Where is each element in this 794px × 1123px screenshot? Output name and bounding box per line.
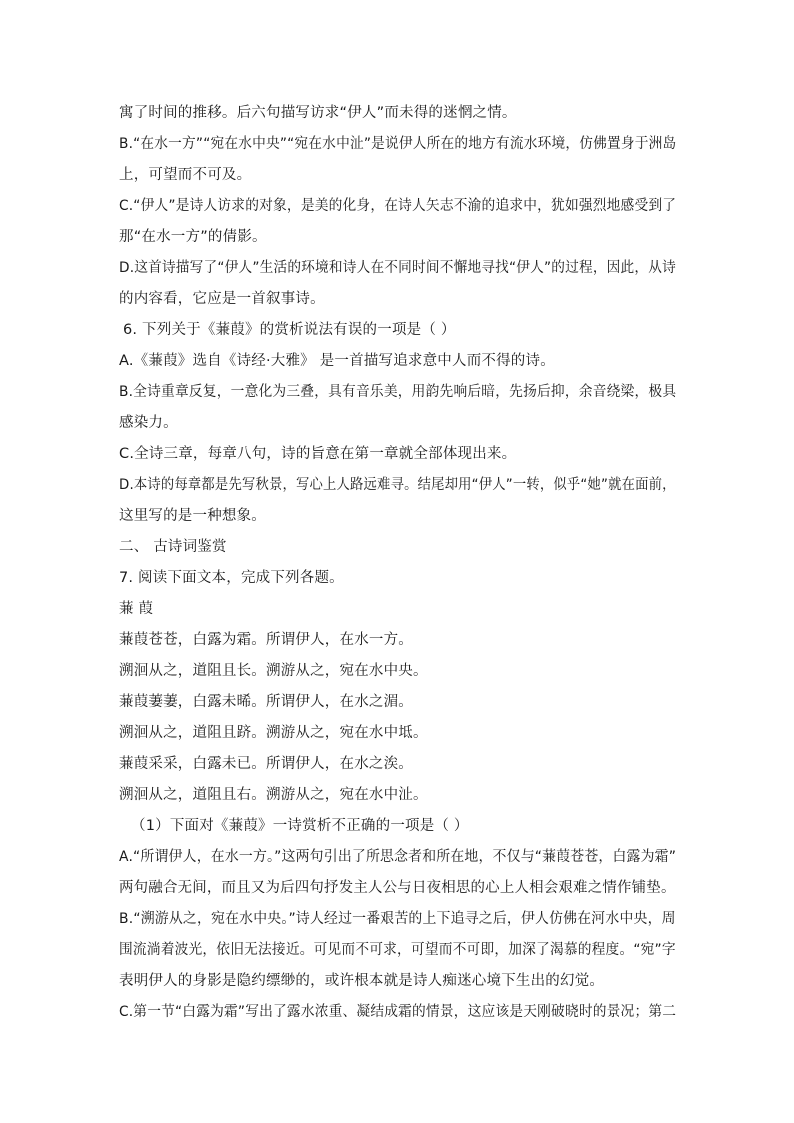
question-6: 6. 下列关于《蒹葭》的赏析说法有误的一项是（ ） (123, 322, 456, 338)
poem-line: 蒹葭采采，白露未已。所谓伊人，在水之涘。 (119, 756, 413, 772)
option-b-line: B.全诗重章反复，一意化为三叠，具有音乐美，用韵先响后暗，先扬后抑，余音绕梁，极具 (119, 384, 677, 400)
option-c-line: C.第一节“白露为霜”写出了露水浓重、凝结成霜的情景，这应该是天刚破晓时的景况；第二 (119, 1004, 677, 1020)
text-line: 这里写的是一种想象。 (119, 508, 266, 524)
option-d-line: D.本诗的每章都是先写秋景，写心上人路远难寻。结尾却用“伊人”一转，似乎“她”就在面前， (119, 477, 676, 493)
option-b-line: B.“在水一方”“宛在水中央”“宛在水中沚”是说伊人所在的地方有流水环境，仿佛置身于洲岛 (119, 136, 677, 152)
question-7: 7. 阅读下面文本，完成下列各题。 (119, 570, 344, 586)
text-line: 感染力。 (119, 415, 178, 431)
option-a-line: A.《蒹葭》选自《诗经·大雅》 是一首描写追求意中人而不得的诗。 (119, 353, 555, 369)
poem-line: 溯洄从之，道阻且跻。溯游从之，宛在水中坻。 (119, 725, 428, 741)
poem-line: 溯洄从之，道阻且长。溯游从之，宛在水中央。 (119, 663, 428, 679)
text-line: 上，可望而不可及。 (119, 167, 252, 183)
text-line: 那“在水一方”的倩影。 (119, 229, 267, 245)
section-heading: 二、 古诗词鉴赏 (119, 539, 227, 555)
poem-line: 蒹葭萋萋，白露未晞。所谓伊人，在水之湄。 (119, 694, 413, 710)
option-a-line: A.“所谓伊人，在水一方。”这两句引出了所思念者和所在地，不仅与“蒹葭苍苍，白露为霜” (119, 849, 677, 865)
poem-line: 蒹葭苍苍，白露为霜。所谓伊人，在水一方。 (119, 632, 413, 648)
poem-line: 溯洄从之，道阻且右。溯游从之，宛在水中沚。 (119, 787, 428, 803)
text-line: 围流淌着波光，依旧无法接近。可见而不可求，可望而不可即，加深了渴慕的程度。“宛”字 (119, 942, 676, 958)
option-b-line: B.“溯游从之，宛在水中央。”诗人经过一番艰苦的上下追寻之后，伊人仿佛在河水中央，周 (119, 911, 676, 927)
option-c-line: C.“伊人”是诗人访求的对象，是美的化身，在诗人矢志不渝的追求中，犹如强烈地感受到了 (119, 198, 677, 214)
option-c-line: C.全诗三章，每章八句，诗的旨意在第一章就全部体现出来。 (119, 446, 517, 462)
text-line: 两句融合无间，而且又为后四句抒发主人公与日夜相思的心上人相会艰难之情作铺垫。 (119, 880, 676, 896)
sub-question-1: （1）下面对《蒹葭》一诗赏析不正确的一项是（ ） (131, 818, 469, 834)
text-line: 寓了时间的推移。后六句描写访求“伊人”而未得的迷惘之情。 (119, 105, 517, 121)
option-d-line: D.这首诗描写了“伊人”生活的环境和诗人在不同时间不懈地寻找“伊人”的过程，因此，从诗 (119, 260, 676, 276)
text-line: 的内容看，它应是一首叙事诗。 (119, 291, 325, 307)
text-line: 表明伊人的身影是隐约缥缈的，或许根本就是诗人痴迷心境下生出的幻觉。 (119, 973, 605, 989)
poem-title: 蒹 葭 (119, 601, 154, 617)
